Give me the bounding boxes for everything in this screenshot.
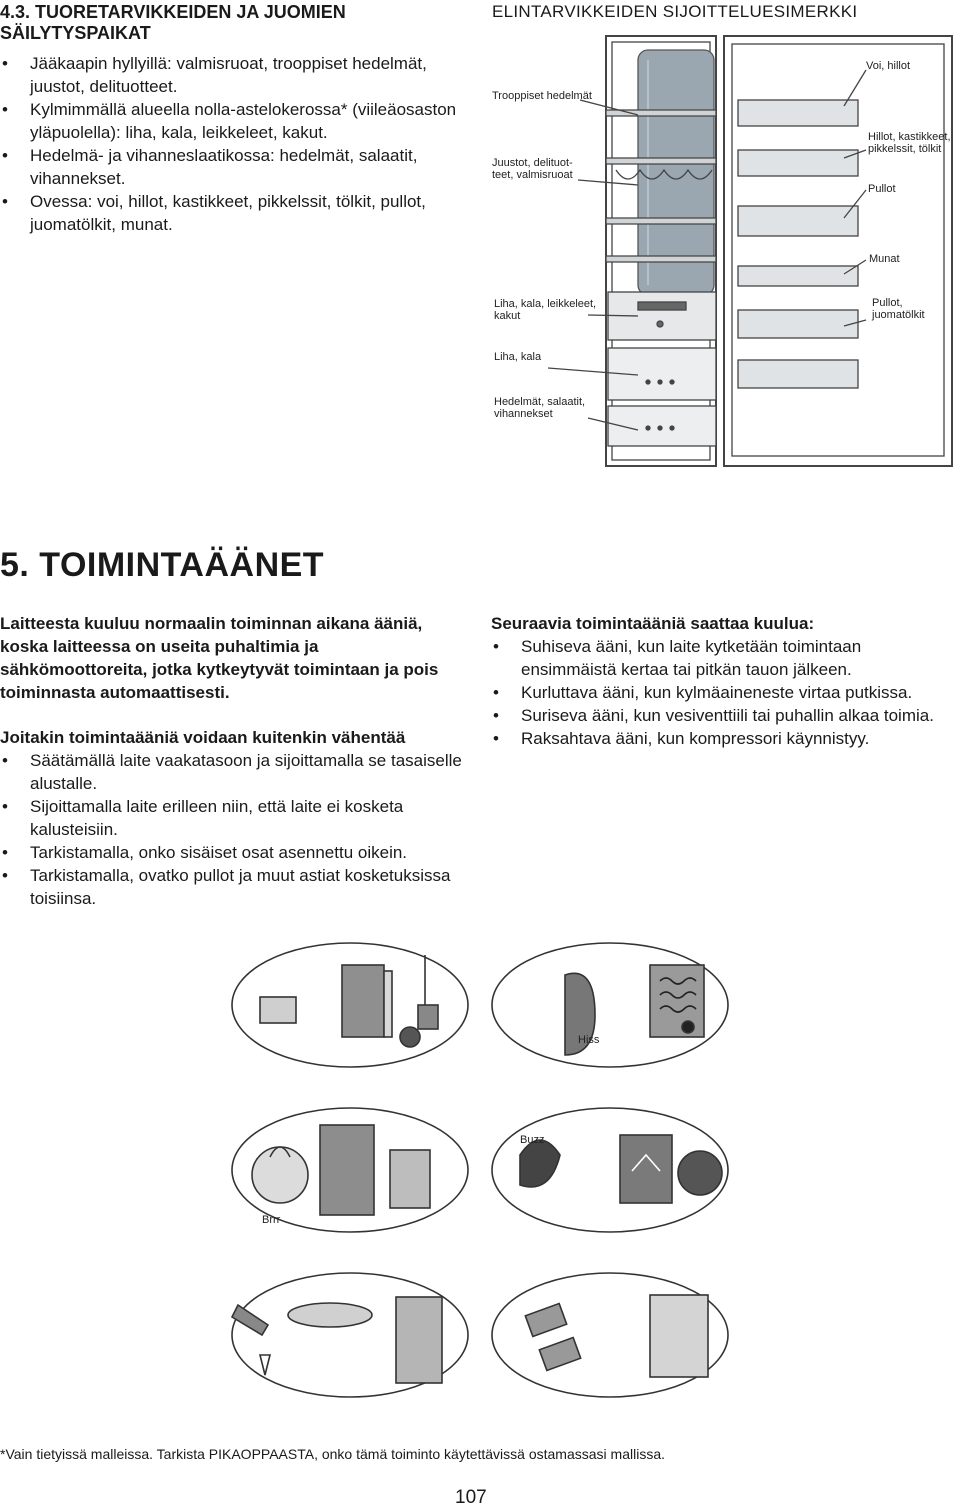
label-tropical-fruits: Trooppiset hedelmät — [492, 90, 592, 102]
label-veg-line1: Hedelmät, salaatit, — [494, 396, 586, 408]
reduce-list — [0, 749, 462, 910]
diagram-title: ELINTARVIKKEIDEN SIJOITTELUESIMERKKI — [492, 2, 858, 21]
sound-illustrations — [220, 935, 740, 1435]
sounds-heading: Seuraavia toimintaääniä saattaa kuulua: — [491, 614, 815, 633]
list-item: • Hedelmä- ja vihanneslaatikossa: hedelmät, salaatit, vihannekset. — [0, 144, 470, 190]
footnote: *Vain tietyissä malleissa. Tarkista PIKAOPPAASTA, onko tämä toiminto käytettävissä ostamassasi mallissa. — [0, 1446, 665, 1462]
list-item: • Tarkistamalla, onko sisäiset osat asennettu oikein. — [0, 841, 462, 864]
section-5-title: 5. TOIMINTAÄÄNET — [0, 546, 325, 584]
label-jams-line2: pikkelssit, tölkit — [868, 143, 942, 155]
list-item: • Säätämällä laite vaakatasoon ja sijoittamalla se tasaiselle alustalle. — [0, 749, 462, 795]
list-item: • Jääkaapin hyllyillä: valmisruoat, trooppiset hedelmät, juustot, delituotteet. — [0, 52, 470, 98]
label-bottles: Pullot — [868, 183, 896, 195]
list-item: • Kurluttava ääni, kun kylmäaineneste virtaa putkissa. — [491, 681, 960, 704]
label-eggs: Munat — [869, 253, 900, 265]
label-bottles-cans-line2: juomatölkit — [872, 309, 925, 321]
reduce-heading: Joitakin toimintaääniä voidaan kuitenkin vähentää — [0, 728, 406, 747]
label-cheese-line1: Juustot, delituot- — [492, 157, 573, 169]
label-cheese-line2: teet, valmisruoat — [492, 169, 573, 181]
label-butter-jams: Voi, hillot — [866, 60, 911, 72]
label-bottles-cans-line1: Pullot, — [872, 297, 903, 309]
list-item: • Suhiseva ääni, kun laite kytketään toimintaan ensimmäistä kertaa tai pitkän tauon jälkeen. — [491, 635, 960, 681]
list-item: • Kylmimmällä alueella nolla-astelokerossa* (viileäosaston yläpuolella): liha, kala, leikkeleet, kakut. — [0, 98, 470, 144]
label-jams-line1: Hillot, kastikkeet, — [868, 131, 951, 143]
list-item: • Tarkistamalla, ovatko pullot ja muut astiat kosketuksissa toisiinsa. — [0, 864, 462, 910]
label-veg-line2: vihannekset — [494, 408, 553, 420]
storage-list — [0, 52, 470, 236]
label-meat-cold-line1: Liha, kala, leikkeleet, — [494, 298, 597, 310]
section-4-3-title: 4.3. TUORETARVIKKEIDEN JA JUOMIEN SÄILYTYSPAIKAT — [0, 2, 346, 43]
list-item: • Ovessa: voi, hillot, kastikkeet, pikkelssit, tölkit, pullot, juomatölkit, munat. — [0, 190, 470, 236]
label-meat-cold-line2: kakut — [494, 310, 521, 322]
label-meat-fish: Liha, kala — [494, 351, 542, 363]
buzz-caption: Buzz — [520, 1134, 545, 1146]
section-5-intro: Laitteesta kuuluu normaalin toiminnan aikana ääniä, koska laitteessa on useita puhaltimia ja sähkömoottoreita, jotka kytkeytyvät toimintaan ja pois toiminnasta automaattisesti. — [0, 614, 439, 702]
page-number: 107 — [455, 1487, 487, 1508]
brrr-caption: Brrr — [262, 1214, 281, 1226]
list-item: • Sijoittamalla laite erilleen niin, että laite ei kosketa kalusteisiin. — [0, 795, 462, 841]
list-item: • Raksahtava ääni, kun kompressori käynnistyy. — [491, 727, 960, 750]
sounds-list — [491, 635, 960, 750]
list-item: • Suriseva ääni, kun vesiventtiili tai puhallin alkaa toimia. — [491, 704, 960, 727]
hiss-caption: Hiss — [578, 1034, 600, 1046]
